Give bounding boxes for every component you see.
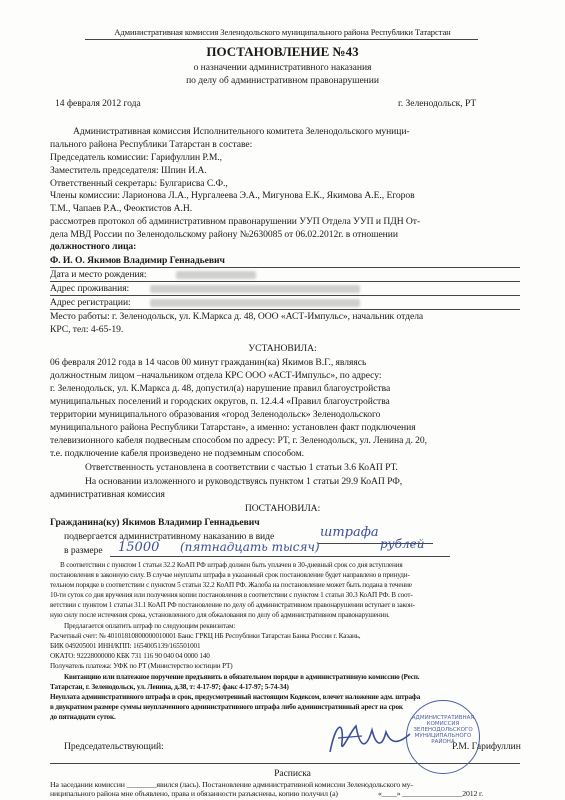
notice-line-4: в двукратном размере суммы неуплаченного административного штрафа либо административный арест на срок [50, 703, 403, 711]
document-title: ПОСТАНОВЛЕНИЕ №43 [206, 44, 359, 59]
penalty-type-handwritten: штрафа [320, 525, 379, 540]
review-line-2: дела МВД России по Зеленодольскому району №2630085 от 06.02.2012г. в отношении [50, 229, 398, 240]
fio-underline [50, 267, 520, 268]
established-line-2: должностным лицом –начальником отдела КРС ООО «АСТ-Импульс», по адресу: [50, 370, 382, 381]
members-line-1: Члены комиссии: Ларионова Л.А., Нургалеева Э.А., Мигунова Е.К., Якимова А.Е., Егоров [50, 190, 415, 201]
fine-line-4: 10-ти суток со дня вручения или получения копии постановления в соответствии с пунктом 1 статьи 30.3 КоАП РФ. В соот- [50, 591, 413, 599]
intro-line-1: Административная комиссия Исполнительного комитета Зеленодольского муници- [73, 126, 410, 137]
amount-handwritten: 15000 [118, 540, 160, 555]
established-line-7: телевизионного кабеля подвесным способом по адресу: РТ, г. Зеленодольск, ул. Ленина д. 20, [50, 435, 427, 446]
basis-line-2: административная комиссия [50, 489, 165, 500]
members-line-2: Т.М., Чапаев Р.А., Феоктистов А.Н. [50, 203, 193, 214]
birth-underline [50, 281, 520, 282]
fine-line-6: ную силу после истечения срока, установленного для обжалования по делу об административном правонарушении. [50, 611, 390, 619]
penalty-subject: подвергается административному наказанию в виде [64, 531, 275, 542]
rubles-handwritten: рублей [380, 537, 425, 551]
fine-line-3: тельном порядке в соответствии с пунктом 5 статьи 32.2 КоАП РФ. Жалоба на постановление может быть подана в течение [50, 581, 412, 589]
header-org: Административная комиссия Зеленодольского муниципального района Республики Татарстан [114, 27, 451, 37]
deputy: Заместитель председателя: Шпин И.А. [50, 165, 207, 176]
stamp-line-1: АДМИНИСТРАТИВНАЯ [411, 715, 475, 721]
work-line-1: Место работы: г. Зеленодольск, ул. К.Маркса д. 48, ООО «АСТ-Импульс», начальник отдела [50, 311, 424, 322]
stamp-line-2: КОМИССИЯ [426, 721, 460, 727]
work-line-2: КРС, тел: 4-65-19. [50, 324, 124, 335]
established-line-5: территории муниципального образования «город Зеленодольск» Зеленодольского [50, 409, 381, 420]
stamp-line-5: РАЙОНА [431, 739, 455, 745]
intro-line-2: пального района Республики Татарстан в составе: [50, 139, 253, 150]
receipt-line-1: На заседании комиссии ________явился (лась). Постановление административной комиссии Зеленодольского му- [50, 780, 413, 789]
subtitle-1: о назначении административного наказания [193, 62, 372, 73]
amount-underline [110, 556, 450, 557]
subtitle-2: по делу об административном правонарушении [186, 75, 379, 86]
secretary: Ответственный секретарь: Булгарисва С.Ф., [50, 178, 228, 189]
stamp-line-3: ЗЕЛЕНОДОЛЬСКОГО [413, 727, 473, 733]
decision-date: 14 февраля 2012 года [55, 98, 141, 109]
residence-label: Адрес проживания: [50, 283, 130, 294]
established-line-1: 06 февраля 2012 года в 14 часов 00 минут гражданин(ка) Якимов В.Г., являясь [50, 357, 367, 368]
notice-line-5: до пятнадцати суток. [50, 713, 116, 721]
notice-line-2: Татарстан, г. Зеленодольск, ул. Ленина, д.38, т: 4-17-97; факс 4-17-97; 5-74-34) [50, 683, 289, 691]
redacted-residence [150, 285, 360, 293]
registration-underline [50, 309, 520, 310]
citizen-name: Гражданина(ку) Якимов Владимир Геннадьевич [50, 517, 260, 528]
established-line-6: муниципального района Республики Татарстан», а именно: установлен факт подключения [50, 422, 416, 433]
fine-line-5: ветствии с пунктом 1 статьи 31.1 КоАП РФ постановление по делу об административном правонарушении вступает в закон- [50, 601, 415, 609]
stamp-line-4: МУНИЦИПАЛЬНОГО [414, 733, 472, 739]
chairman: Председатель комиссии: Гарифуллин Р.М., [50, 152, 222, 163]
amount-label: в размере [64, 545, 103, 556]
notice-line-1: Квитанцию или платежное поручение предъявить в обязательном порядке в административную комиссию (Респ. [64, 673, 420, 681]
residence-underline [50, 295, 520, 296]
established-heading: УСТАНОВИЛА: [248, 343, 317, 354]
bank-line-2: БИК 049205001 ИНН/КПП: 1654005139/165501001 [50, 642, 201, 650]
bank-line-3: ОКАТО: 92228000000 КБК 731 116 90 040 04 0000 140 [50, 652, 210, 660]
bank-line-4: Получатель платежа: УФК по РТ (Министерство юстиции РТ) [50, 662, 233, 670]
fine-line-2: постановления в законную силу. В случае неуплаты штрафа в указанный срок постановление будет направлено в принуди- [50, 571, 410, 579]
signatory-name: Р.М. Гарифуллин [452, 741, 521, 752]
resolved-heading: ПОСТАНОВИЛА: [244, 503, 321, 514]
header-underline [85, 39, 478, 40]
birth-label: Дата и место рождения: [50, 269, 147, 280]
notice-line-3: Неуплата административного штрафа в срок, предусмотренный настоящим Кодексом, влечет наложение адм. штрафа [50, 693, 421, 701]
redacted-registration [150, 299, 360, 307]
receipt-heading: Расписка [274, 768, 311, 779]
established-line-3: г. Зеленодольск, ул. К.Маркса д. 48, допустил(а) нарушение правил благоустройства [50, 383, 391, 394]
fine-line-1: В соответствии с пунктом 1 статьи 32.2 КоАП РФ штраф должен быть уплачен в 30-дневный срок со дня вступления [60, 561, 403, 569]
established-line-8: т.е. подключение кабеля произведено не подземным способом. [50, 448, 304, 459]
signature [322, 712, 417, 762]
official-label: должностного лица: [50, 241, 137, 252]
review-line-1: рассмотрев протокол об административном правонарушении УУП Отдела УУП и ПДН От- [50, 216, 421, 227]
bank-line-1: Расчетный счет: № 40101810800000010001 Банк: ГРКЦ НБ Республики Татарстан Банка России г. Казань, [50, 632, 361, 640]
decision-place: г. Зеленодольск, РТ [398, 98, 477, 109]
basis-line-1: На основании изложенного и руководствуясь пунктом 1 статьи 29.9 КоАП РФ, [85, 476, 403, 487]
established-line-4: муниципальных поселений и городских округов, п. 12.4.4 «Правил благоустройства [50, 396, 390, 407]
receipt-line-2: ниципального района мне объявлено, права и обязанности разъяснены, копию получил (а) [50, 789, 338, 798]
receipt-date: «____» ________________2012 г. [378, 789, 484, 798]
amount-words-handwritten: (пятнадцать тысяч) [180, 540, 320, 554]
bank-heading: Предлагается оплатить штраф по следующим реквизитам: [64, 622, 236, 630]
presiding-label: Председательствующий: [64, 741, 164, 752]
redacted-birth [176, 271, 256, 279]
person-fio: Ф. И. О. Якимов Владимир Геннадьевич [50, 255, 225, 266]
official-stamp [406, 700, 480, 774]
registration-label: Адрес регистрации: [50, 297, 131, 308]
responsibility: Ответственность установлена в соответствии с частью 1 статьи 3.6 КоАП РТ. [85, 462, 398, 473]
